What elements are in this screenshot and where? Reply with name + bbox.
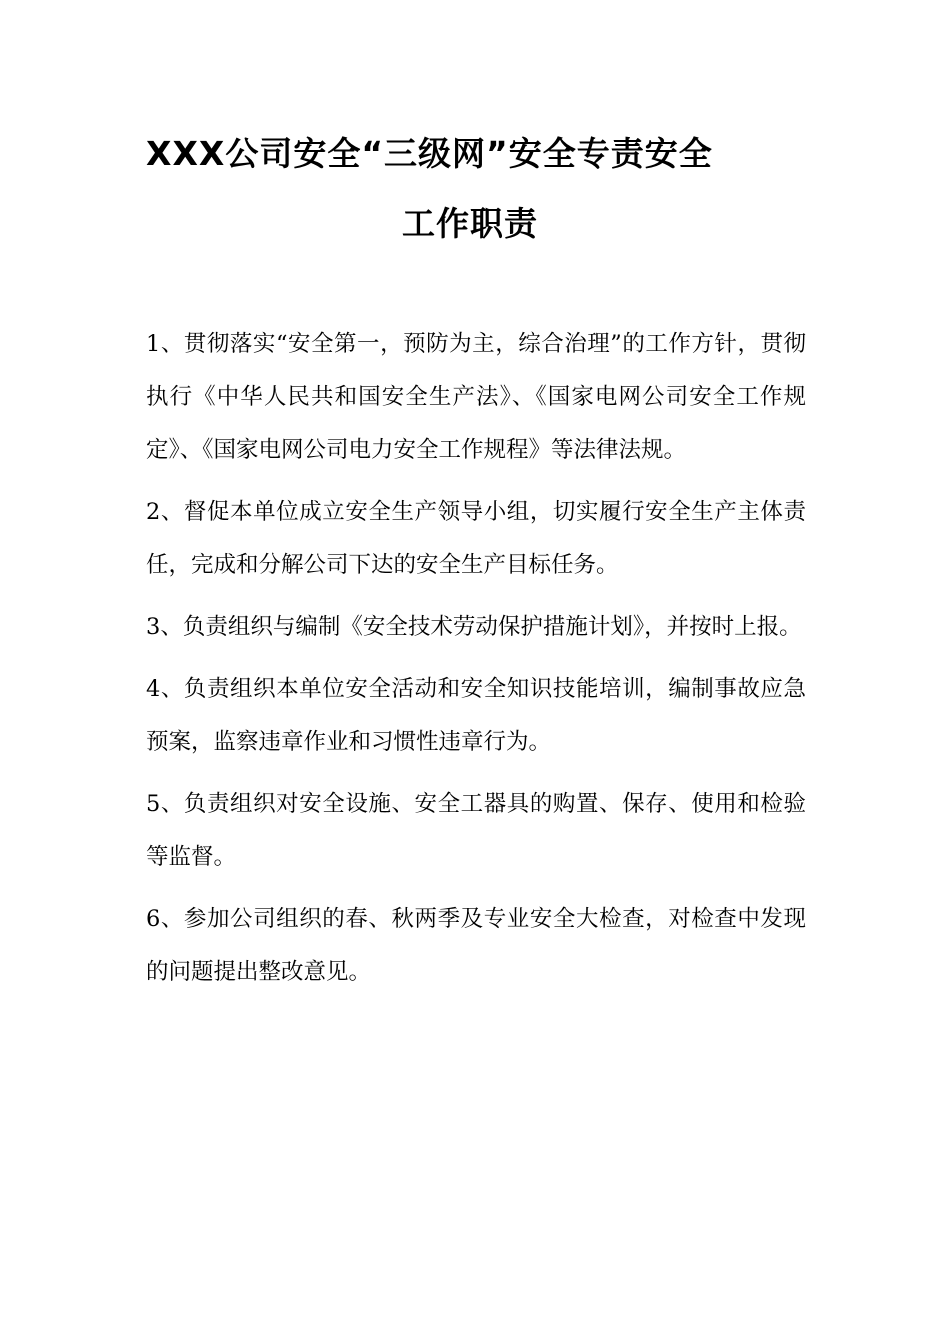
- document-title-line-2: 工作职责: [402, 204, 538, 243]
- duty-item-5: 5、负责组织对安全设施、安全工器具的购置、保存、使用和检验等监督。: [146, 791, 806, 870]
- duty-item-6: 6、参加公司组织的春、秋两季及专业安全大检查，对检查中发现的问题提出整改意见。: [146, 906, 806, 985]
- duty-item-3: 3、负责组织与编制《安全技术劳动保护措施计划》，并按时上报。: [146, 614, 802, 640]
- document-body: [146, 318, 806, 1008]
- duty-item-1: 1、贯彻落实“安全第一，预防为主，综合治理”的工作方针，贯彻执行《中华人民共和国安全生产法》、《国家电网公司安全工作规定》、《国家电网公司电力安全工作规程》等法律法规。: [146, 331, 806, 463]
- document-title-line-1: XXX公司安全“三级网”安全专责安全: [146, 134, 713, 173]
- duty-item-4: 4、负责组织本单位安全活动和安全知识技能培训，编制事故应急预案，监察违章作业和习惯性违章行为。: [146, 676, 806, 755]
- duty-item-2: 2、督促本单位成立安全生产领导小组，切实履行安全生产主体责任，完成和分解公司下达的安全生产目标任务。: [146, 499, 806, 578]
